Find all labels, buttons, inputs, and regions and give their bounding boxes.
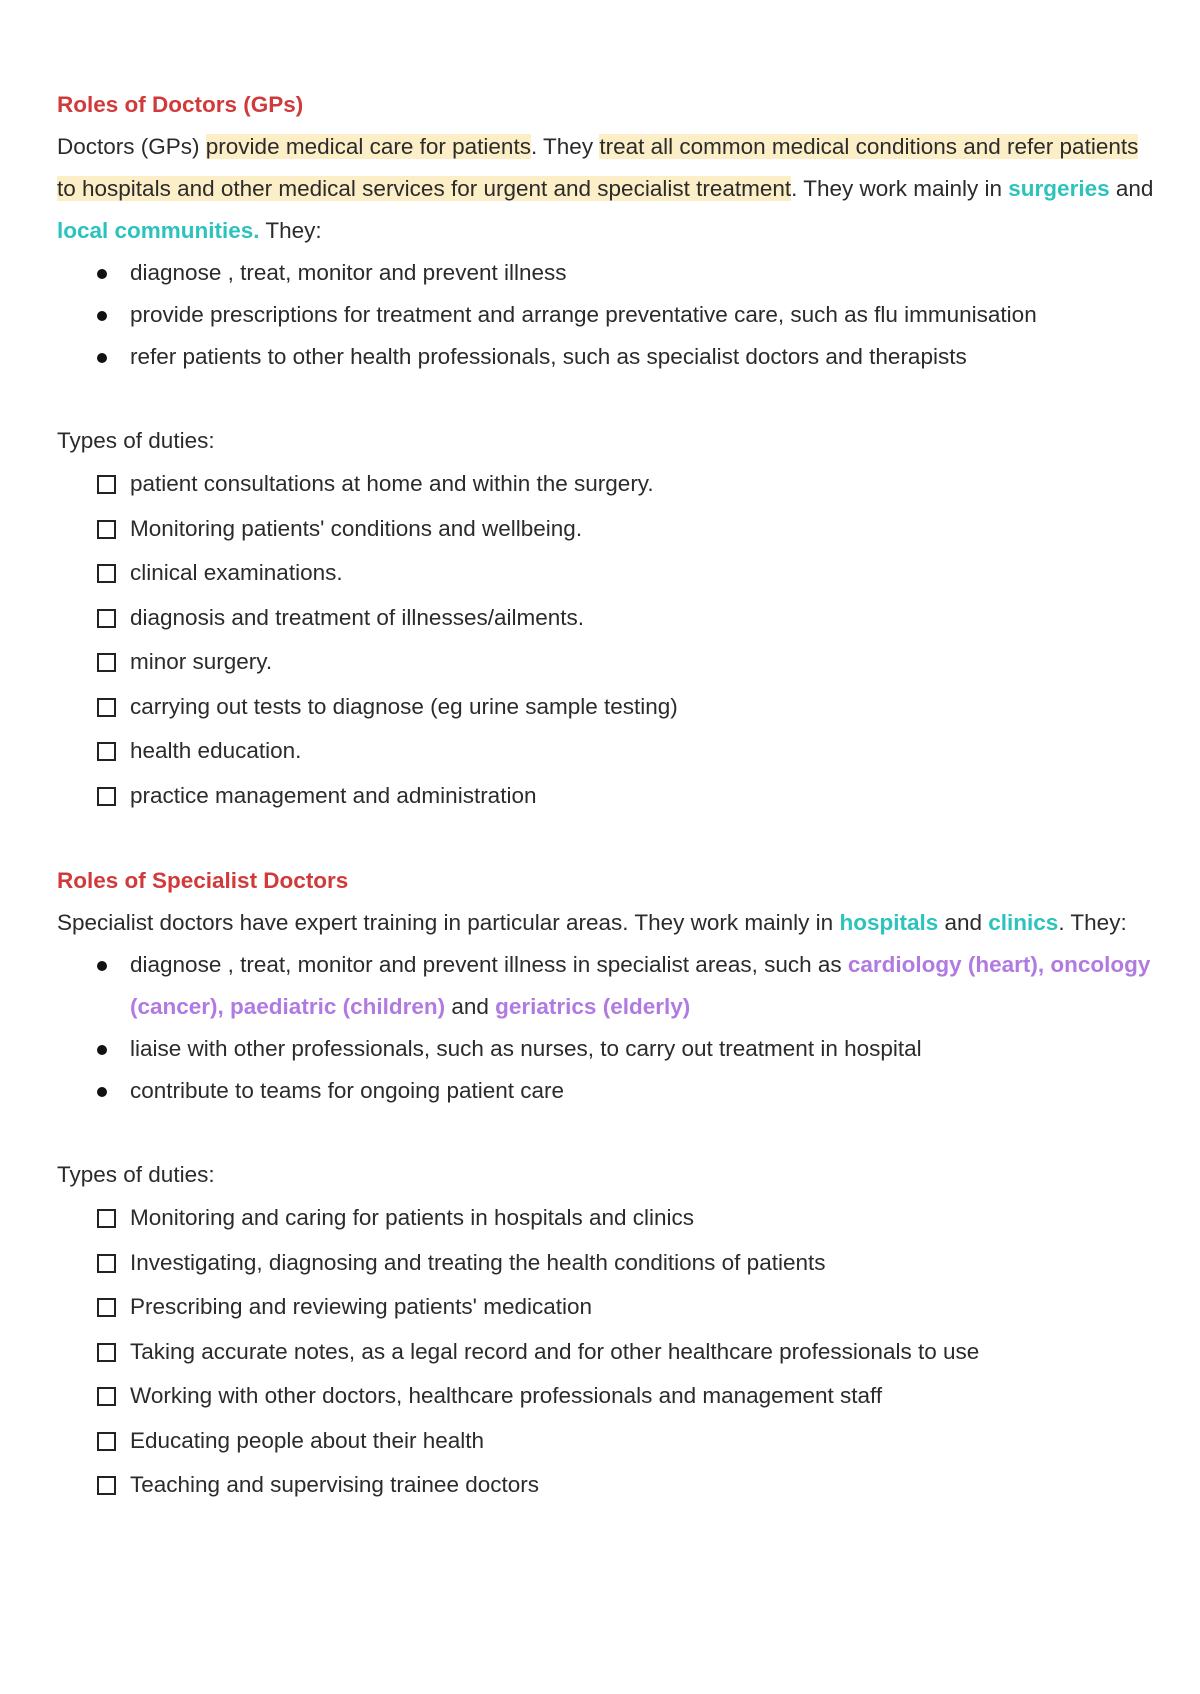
checkbox-icon (97, 698, 116, 717)
checklist-text: Investigating, diagnosing and treating the health conditions of patients (130, 1249, 826, 1275)
gp-intro-text-4: and (1109, 176, 1154, 201)
checklist-text: Working with other doctors, healthcare professionals and management staff (130, 1383, 883, 1408)
checkbox-icon (97, 1209, 116, 1228)
gp-intro-text-3: . They work mainly in (791, 176, 1009, 201)
bullet-text-2: and (445, 994, 496, 1019)
checklist-item (57, 1285, 1157, 1330)
checklist-item (57, 774, 1157, 819)
bullet-text: refer patients to other health professionals, such as specialist doctors and therapists (130, 344, 967, 369)
checklist-item (57, 685, 1157, 730)
checkbox-icon (97, 1387, 116, 1406)
specialist-keyword-clinics: clinics (988, 910, 1059, 935)
checklist-item (57, 1463, 1157, 1508)
checkbox-icon (97, 475, 116, 494)
checkbox-icon (97, 787, 116, 806)
checklist-item (57, 462, 1157, 507)
checkbox-icon (97, 1298, 116, 1317)
bullet-item (57, 944, 1157, 1028)
specialist-bullet-list (57, 944, 1157, 1112)
checklist-item (57, 1374, 1157, 1419)
gp-keyword-surgeries: surgeries (1008, 176, 1110, 201)
checklist-text: diagnosis and treatment of illnesses/ailments. (130, 604, 584, 630)
gp-section-heading: Roles of Doctors (GPs) (57, 92, 304, 117)
gp-intro-text-2: . They (530, 134, 600, 159)
specialist-intro-text-3: . They: (1058, 910, 1127, 935)
bullet-icon (97, 1045, 107, 1055)
checkbox-icon (97, 1476, 116, 1495)
checklist-item (57, 1419, 1157, 1464)
bullet-text: liaise with other professionals, such as nurses, to carry out treatment in hospital (130, 1036, 922, 1061)
bullet-icon (97, 353, 107, 363)
specialist-areas-keywords: cardiology (heart), oncology (cancer), paediatric (children) (130, 952, 1151, 1019)
checklist-item (57, 551, 1157, 596)
checkbox-icon (97, 742, 116, 761)
checkbox-icon (97, 609, 116, 628)
checklist-text: Teaching and supervising trainee doctors (130, 1472, 539, 1497)
gp-duties-label: Types of duties: (57, 428, 215, 453)
bullet-text: provide prescriptions for treatment and arrange preventative care, such as flu immunisation (130, 302, 1037, 327)
checklist-text: minor surgery. (130, 649, 273, 674)
checklist-text: clinical examinations. (130, 560, 343, 585)
checklist-item (57, 507, 1157, 552)
gp-intro-text-1: Doctors (GPs) (57, 134, 206, 159)
spacer (57, 818, 1157, 860)
checkbox-icon (97, 1343, 116, 1362)
specialist-intro-text-1: Specialist doctors have expert training in particular areas. They work mainly in (57, 910, 840, 935)
specialist-keyword-hospitals: hospitals (839, 910, 939, 935)
bullet-item (57, 294, 1157, 336)
checklist-text: Educating people about their health (130, 1427, 485, 1453)
checkbox-icon (97, 564, 116, 583)
gp-duties-checklist (57, 462, 1157, 818)
specialist-intro-text-2: and (938, 910, 989, 935)
checklist-text: practice management and administration (130, 782, 537, 808)
specialist-duties-label: Types of duties: (57, 1162, 215, 1187)
bullet-item (57, 1028, 1157, 1070)
checklist-text: Monitoring and caring for patients in hospitals and clinics (130, 1205, 695, 1230)
bullet-item (57, 1070, 1157, 1112)
bullet-item (57, 252, 1157, 294)
checklist-text: health education. (130, 738, 302, 763)
document-page (57, 84, 1157, 1508)
specialist-duties-checklist (57, 1196, 1157, 1508)
spacer (57, 378, 1157, 420)
bullet-text-1: diagnose , treat, monitor and prevent illness in specialist areas, such as (130, 952, 848, 977)
checkbox-icon (97, 520, 116, 539)
checklist-text: Taking accurate notes, as a legal record and for other healthcare professionals to use (130, 1338, 980, 1364)
checkbox-icon (97, 1254, 116, 1273)
checklist-text: carrying out tests to diagnose (eg urine sample testing) (130, 693, 678, 719)
bullet-item (57, 336, 1157, 378)
checklist-text: Prescribing and reviewing patients' medication (130, 1294, 593, 1319)
checklist-item (57, 1330, 1157, 1375)
spacer (57, 1112, 1157, 1154)
bullet-icon (97, 1087, 107, 1097)
bullet-icon (97, 311, 107, 321)
bullet-text: diagnose , treat, monitor and prevent illness (130, 260, 567, 285)
checklist-item (57, 729, 1157, 774)
checklist-item (57, 596, 1157, 641)
gp-intro-paragraph (57, 126, 1157, 252)
gp-keyword-local-communities: local communities. (57, 218, 260, 243)
checklist-text: Monitoring patients' conditions and wellbeing. (130, 515, 583, 541)
checkbox-icon (97, 1432, 116, 1451)
checklist-text: patient consultations at home and within the surgery. (130, 471, 654, 496)
checklist-item (57, 1196, 1157, 1241)
bullet-icon (97, 269, 107, 279)
gp-intro-highlight-1: provide medical care for patients (205, 134, 531, 159)
checklist-item (57, 1241, 1157, 1286)
checklist-item (57, 640, 1157, 685)
gp-intro-highlight-2: treat all common medical conditions and refer patients to hospitals and other medical services for urgent and specialist treatment (57, 134, 1139, 201)
gp-intro-text-5: They: (259, 218, 322, 243)
specialist-section-heading: Roles of Specialist Doctors (57, 868, 349, 893)
gp-bullet-list (57, 252, 1157, 378)
bullet-icon (97, 961, 107, 971)
checkbox-icon (97, 653, 116, 672)
specialist-intro-paragraph (57, 902, 1157, 944)
specialist-area-geriatrics: geriatrics (elderly) (495, 994, 691, 1019)
bullet-text: contribute to teams for ongoing patient care (130, 1078, 565, 1103)
